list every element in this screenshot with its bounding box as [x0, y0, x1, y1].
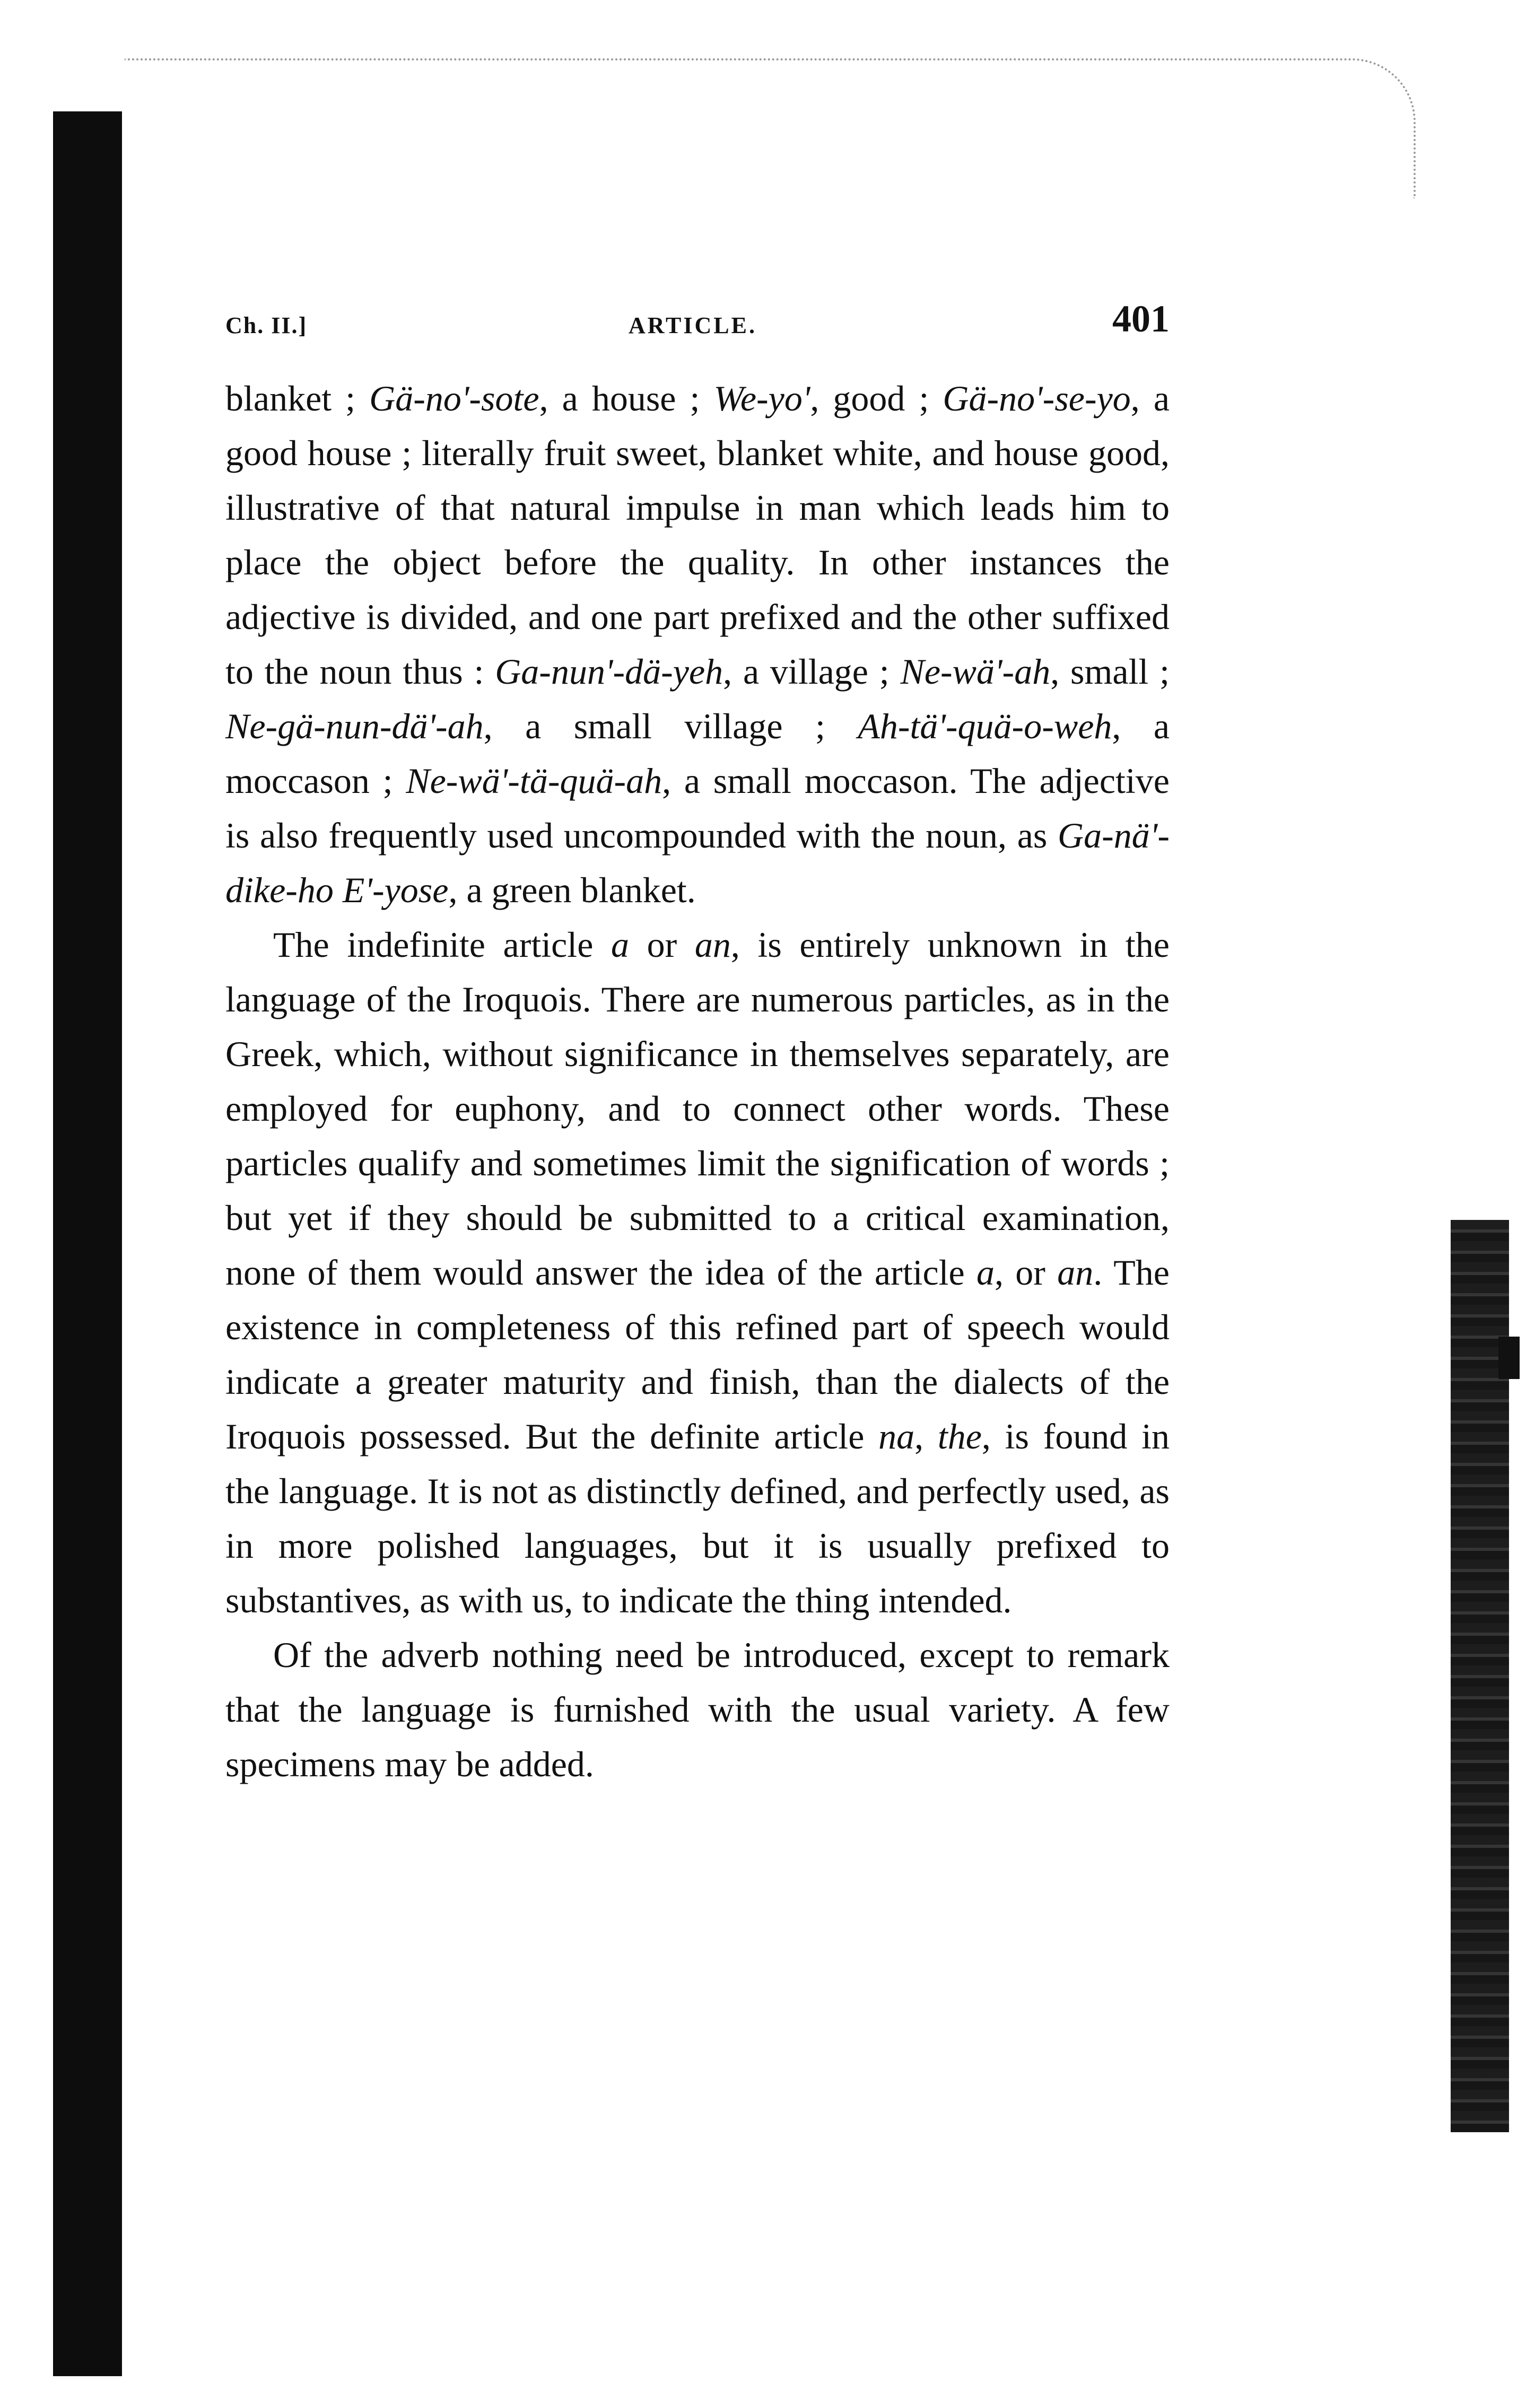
text-run: or [629, 924, 695, 965]
text-run: , small ; [1050, 651, 1170, 692]
italic-term: a [610, 924, 629, 965]
text-run: , a good house ; literally fruit sweet, blanket white, and house good, illustrative of that natural impulse in man which leads him to place the object before the quality. In other instances the adjective is divided, and one part prefixed and the other suffixed to the noun thus : [225, 378, 1170, 692]
italic-term: Gä-no'-sote [369, 378, 539, 418]
text-run: blanket ; [225, 378, 370, 418]
text-run: , [914, 1416, 938, 1456]
text-run: , a green blanket. [448, 870, 696, 910]
text-run: , or [995, 1252, 1058, 1293]
italic-term: We-yo' [713, 378, 810, 418]
italic-term: Ah-tä'-quä-o-weh [858, 706, 1112, 746]
italic-term: Ne-gä-nun-dä'-ah [225, 706, 484, 746]
text-run: . The existence in completeness of this refined part of speech would indicate a greater maturity and finish, than the dialects of the Iroquois possessed. But the definite article [225, 1252, 1170, 1456]
text-run: The indefinite article [273, 924, 611, 965]
text-run: , a house ; [539, 378, 714, 418]
body-text [225, 371, 1170, 1792]
text-run: , is found in the language. It is not as distinctly defined, and perfectly used, as in more polished languages, but it is usually prefixed to substantives, as with us, to indicate the thing intended. [225, 1416, 1170, 1620]
page-number: 401 [1112, 298, 1170, 340]
italic-term: Ga-nun'-dä-yeh [495, 651, 723, 692]
italic-term: Ne-wä'-ah [900, 651, 1051, 692]
italic-term: Gä-no'-se-yo [943, 378, 1131, 418]
italic-term: an [1057, 1252, 1094, 1293]
italic-term: na [878, 1416, 915, 1456]
text-run: , a village ; [723, 651, 901, 692]
italic-term: the [937, 1416, 982, 1456]
text-run: , a small village ; [483, 706, 858, 746]
paragraph-1 [225, 371, 1170, 918]
italic-term: Ne-wä'-tä-quä-ah [406, 761, 662, 801]
text-run: , a moccason ; [225, 706, 1170, 801]
text-run: , is entirely unknown in the language of the Iroquois. There are numerous particles, as in the Greek, which, without significance in themselves separately, are employed for euphony, and to connect other words. These particles qualify and sometimes limit the signification of words ; but yet if they should be submitted to a critical examination, none of them would answer the idea of the article [225, 924, 1170, 1293]
text-run: , a small moccason. The adjective is also frequently used uncompounded with the noun, as [225, 761, 1170, 856]
paragraph-3 [225, 1628, 1170, 1792]
section-title: ARTICLE. [629, 312, 757, 338]
text-run: , good ; [810, 378, 943, 418]
page-edge-border [125, 58, 1416, 198]
paragraph-2 [225, 918, 1170, 1628]
italic-term: a [976, 1252, 995, 1293]
italic-term: Ga-nä'-dike-ho E'-yose [225, 815, 1170, 910]
chapter-label: Ch. II.] [225, 312, 308, 338]
text-run: Of the adverb nothing need be introduced, except to remark that the language is furnished with the usual variety. A few specimens may be added. [225, 1635, 1170, 1784]
scan-binding-shadow-left [53, 111, 122, 2376]
italic-term: an [694, 924, 731, 965]
running-head [225, 297, 1170, 345]
scan-edge-notch [1498, 1337, 1520, 1379]
